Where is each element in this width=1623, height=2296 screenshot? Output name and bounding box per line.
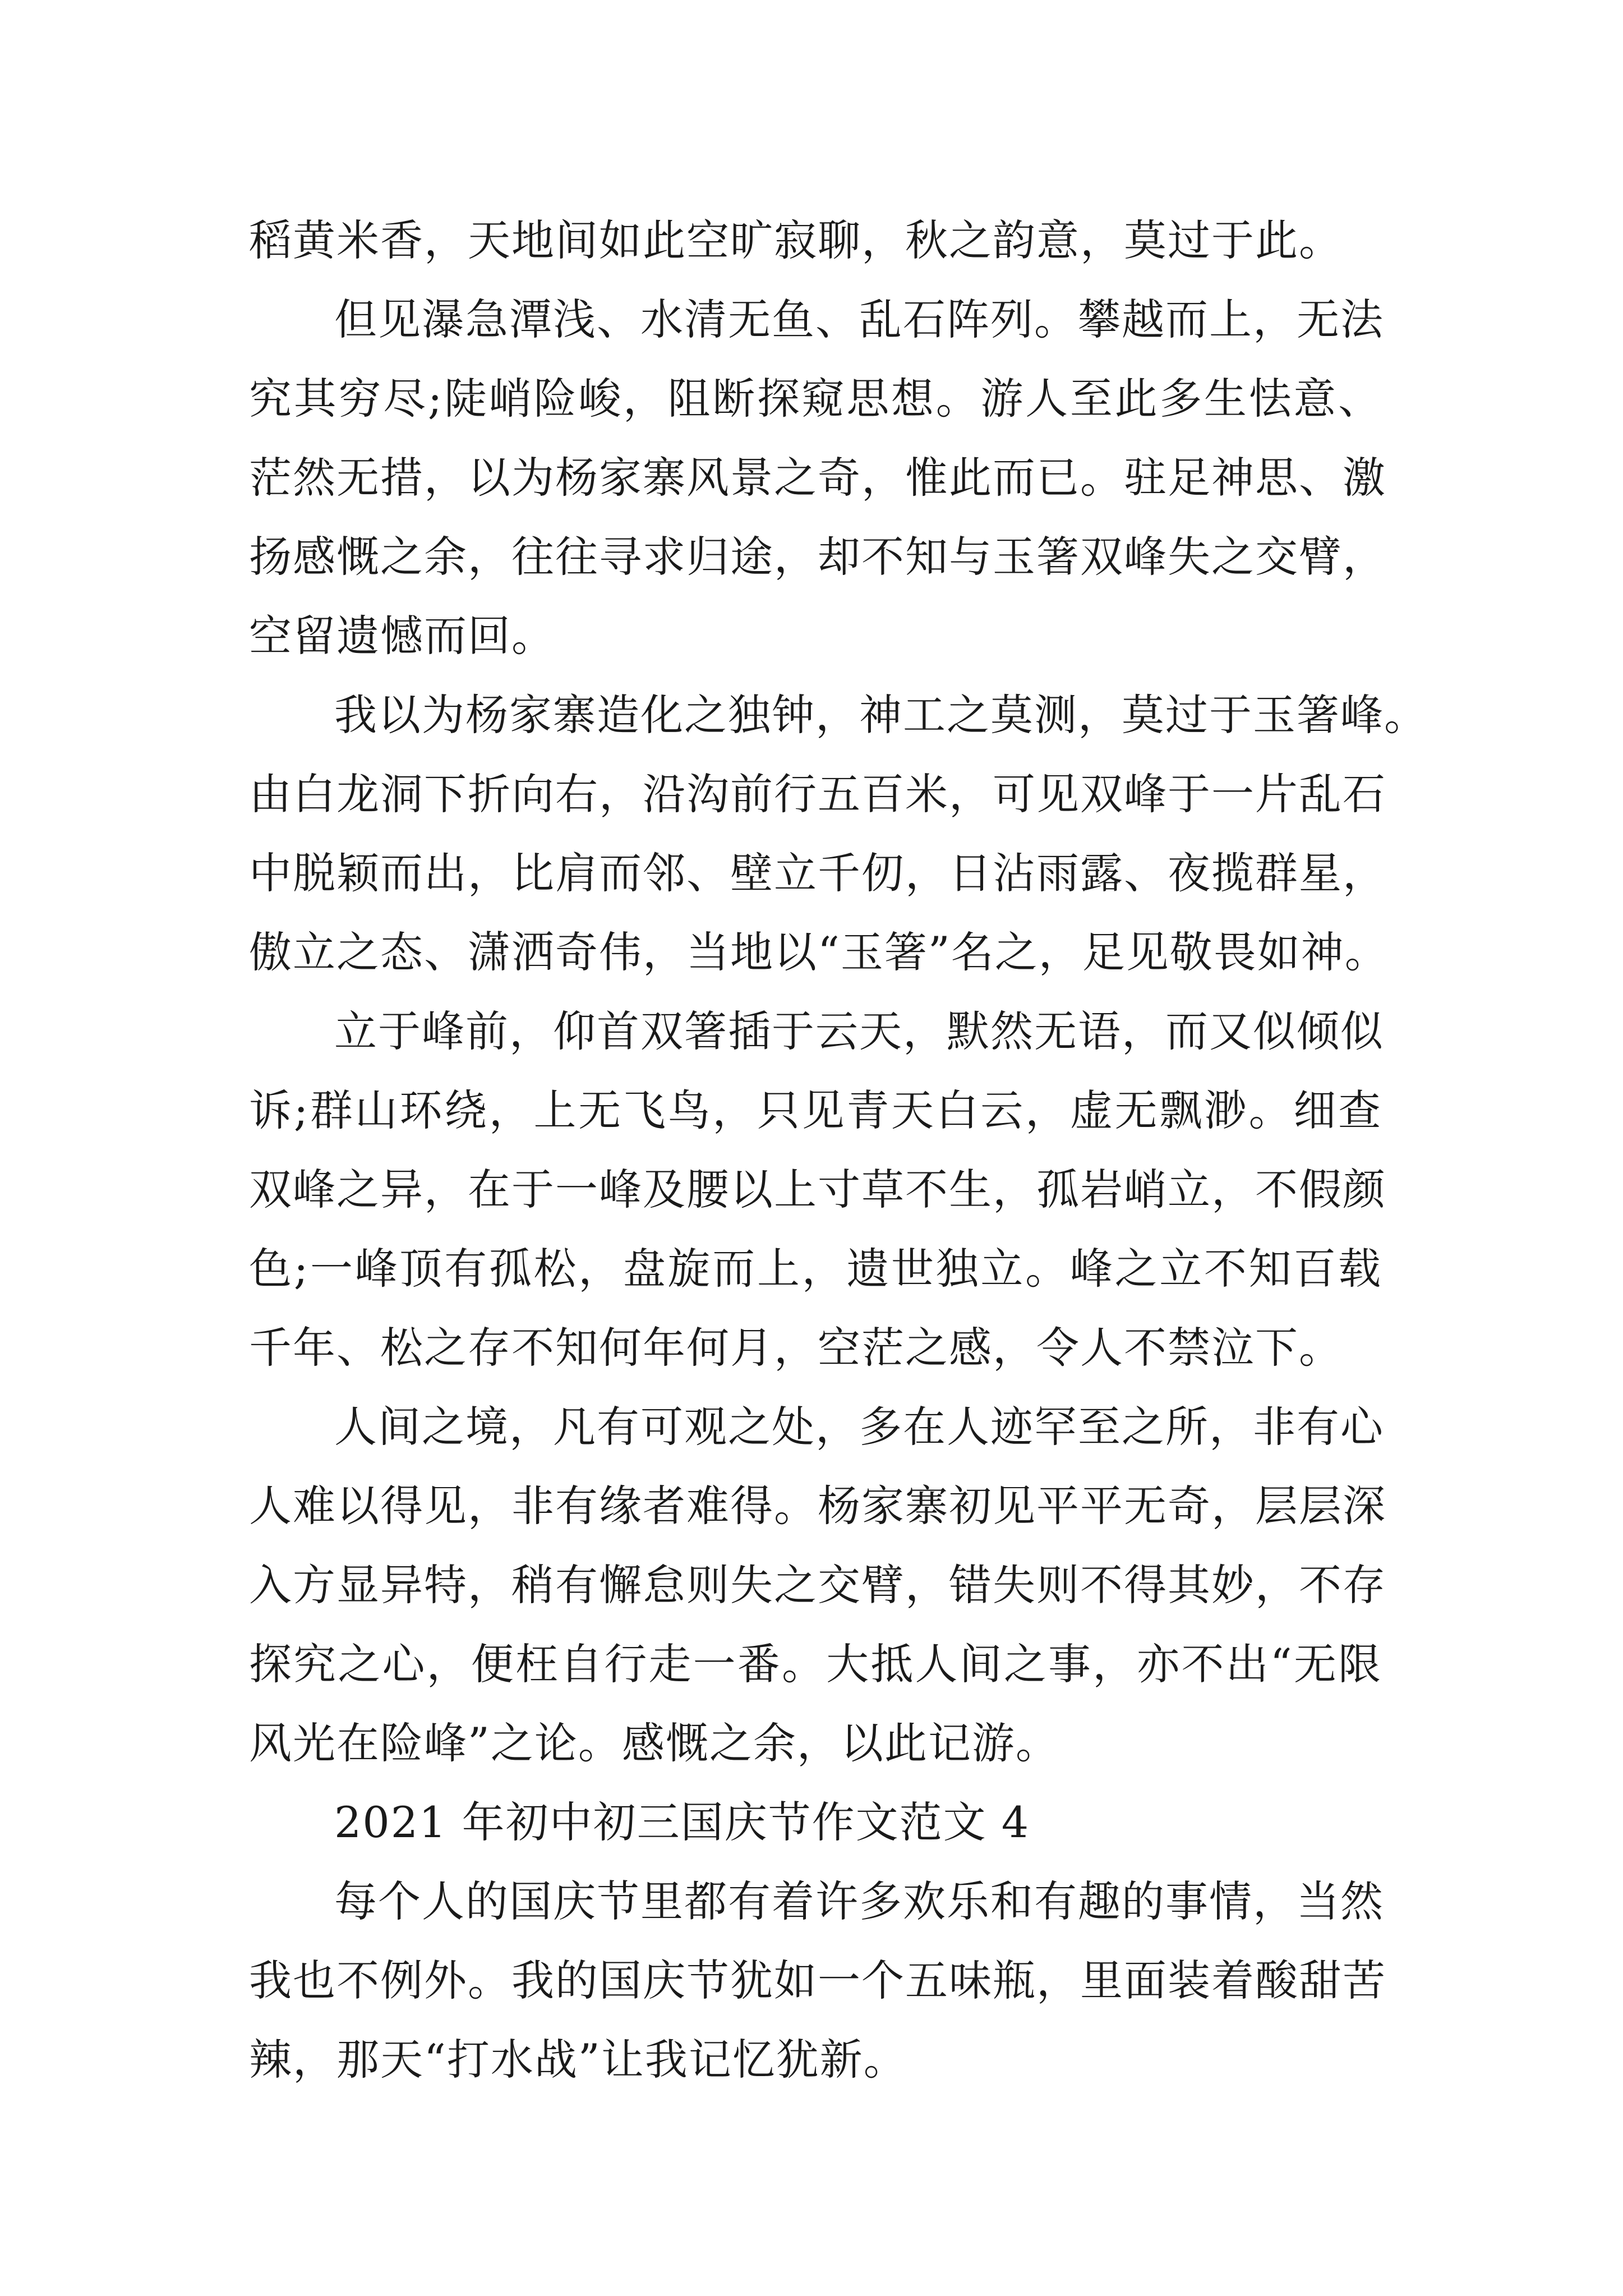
text-line: 诉;群山环绕，上无飞鸟，只见青天白云，虚无飘渺。细查 xyxy=(249,1085,1382,1135)
text-line: 风光在险峰”之论。感慨之余，以此记游。 xyxy=(249,1718,1059,1768)
section-heading: 2021 年初中初三国庆节作文范文 4 xyxy=(334,1797,1030,1847)
text-line: 色;一峰顶有孤松，盘旋而上，遗世独立。峰之立不知百载 xyxy=(249,1244,1382,1294)
text-line: 人间之境，凡有可观之处，多在人迹罕至之所，非有心 xyxy=(334,1402,1384,1452)
text-line: 我以为杨家寨造化之独钟，神工之莫测，莫过于玉箸峰。 xyxy=(334,690,1428,740)
text-line: 中脱颖而出，比肩而邻、壁立千仞，日沾雨露、夜揽群星， xyxy=(249,848,1386,898)
text-line: 辣，那天“打水战”让我记忆犹新。 xyxy=(249,2035,907,2085)
text-line: 我也不例外。我的国庆节犹如一个五味瓶，里面装着酸甜苦 xyxy=(249,1955,1386,2005)
text-line: 但见瀑急潭浅、水清无鱼、乱石阵列。攀越而上，无法 xyxy=(334,295,1384,344)
text-line: 茫然无措，以为杨家寨风景之奇，惟此而已。驻足神思、激 xyxy=(249,453,1386,503)
text-line: 探究之心，便枉自行走一番。大抵人间之事，亦不出“无限 xyxy=(249,1639,1382,1689)
text-line: 入方显异特，稍有懈怠则失之交臂，错失则不得其妙，不存 xyxy=(249,1560,1386,1610)
text-line: 立于峰前，仰首双箸插于云天，默然无语，而又似倾似 xyxy=(334,1006,1384,1056)
text-line: 扬感慨之余，往往寻求归途，却不知与玉箸双峰失之交臂， xyxy=(249,532,1386,582)
text-line: 空留遗憾而回。 xyxy=(249,611,555,661)
text-line: 双峰之异，在于一峰及腰以上寸草不生，孤岩峭立，不假颜 xyxy=(249,1165,1386,1214)
text-line: 究其穷尽;陡峭险峻，阻断探窥思想。游人至此多生怯意、 xyxy=(249,374,1382,424)
text-line: 每个人的国庆节里都有着许多欢乐和有趣的事情，当然 xyxy=(334,1876,1384,1926)
text-line: 稻黄米香，天地间如此空旷寂聊，秋之韵意，莫过于此。 xyxy=(249,215,1343,265)
text-line: 人难以得见，非有缘者难得。杨家寨初见平平无奇，层层深 xyxy=(249,1481,1386,1531)
text-line: 傲立之态、潇洒奇伟，当地以“玉箸”名之，足见敬畏如神。 xyxy=(249,927,1389,977)
text-line: 千年、松之存不知何年何月，空茫之感，令人不禁泣下。 xyxy=(249,1323,1343,1373)
essay-body xyxy=(249,201,1428,2099)
text-line: 由白龙洞下折向右，沿沟前行五百米，可见双峰于一片乱石 xyxy=(249,769,1386,819)
